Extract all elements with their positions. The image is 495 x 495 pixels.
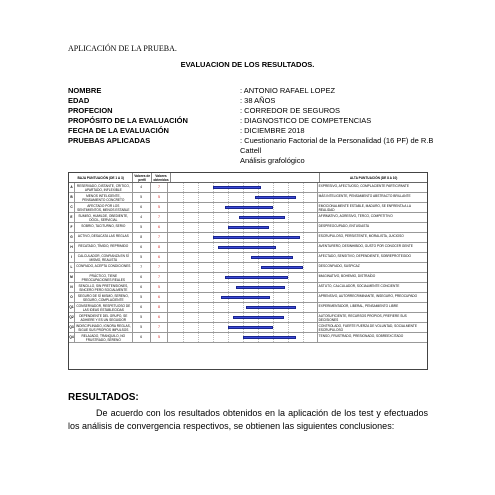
- scale-gridline: [228, 193, 229, 202]
- header-high-score: ALTA PUNTUACIÓN (DE 8 A 10): [349, 175, 398, 180]
- high-score-description: EXPRESIVO, AFECTUOSO, COMPLACIENTE PARTICIPANTE: [318, 184, 409, 188]
- scale-gridline: [198, 193, 199, 202]
- table-row: [69, 333, 427, 343]
- scale-gridline: [288, 293, 289, 302]
- scale-gridline: [303, 213, 304, 222]
- high-score-description: DESCONFIADO, SUSPICAZ: [318, 264, 360, 268]
- scale-gridline: [183, 323, 184, 332]
- header-low-score: BAJA PUNTUACIÓN (DE 1 A 3): [69, 173, 133, 182]
- low-score-description: SENCILLO, SIN PRETENSIONES, SINCERO PERO SOCIALMENTE: [75, 283, 133, 292]
- scale-gridline: [228, 283, 229, 292]
- obtained-value: 7: [151, 183, 169, 192]
- profile-value: 5: [133, 293, 151, 302]
- scale-gridline: [198, 303, 199, 312]
- scale-gridline: [303, 323, 304, 332]
- profile-bar: [228, 226, 269, 229]
- scale-gridline: [303, 283, 304, 292]
- scale-gridline: [213, 263, 214, 272]
- factor-letter: A: [69, 183, 75, 192]
- scale-gridline: [183, 203, 184, 212]
- obtained-value: 7: [151, 263, 169, 272]
- table-row: [69, 183, 427, 193]
- low-score-description: DEPENDIENTE DEL GRUPO, SE ADHIERE Y ES UN SEGUIDOR: [75, 313, 133, 322]
- profile-bar: [221, 296, 271, 299]
- table-row: [69, 263, 427, 273]
- obtained-value: 6: [151, 293, 169, 302]
- scale-gridline: [213, 313, 214, 322]
- info-row-tests-extra: [68, 156, 448, 166]
- obtained-value: 6: [151, 223, 169, 232]
- scale-gridline: [183, 223, 184, 232]
- scale-gridline: [303, 263, 304, 272]
- profile-bar: [233, 316, 284, 319]
- header-scale: [171, 173, 320, 182]
- scale-gridline: [183, 333, 184, 342]
- scale-gridline: [183, 263, 184, 272]
- high-score-description: EXPERIMENTADOR, LIBERAL, PENSAMIENTO LIBRE: [318, 304, 399, 308]
- info-row-date: [68, 126, 448, 136]
- low-score-description: RESERVADO, DISTANTE, CRITICO, APARTADO, INFLEXIBLE: [75, 183, 133, 192]
- high-score-description: EMOCIONALMENTE ESTABLE, MADURO, SE ENFRENTA A LA REALIDAD: [318, 204, 411, 212]
- scale-gridline: [198, 243, 199, 252]
- scale-gridline: [303, 243, 304, 252]
- scale-gridline: [303, 203, 304, 212]
- high-score-description: DESPREOCUPADO, ENTUSIASTA: [318, 224, 370, 228]
- table-row: [69, 303, 427, 313]
- profile-value: 4: [133, 183, 151, 192]
- low-score-description: RECATADO, TÍMIDO, REPRIMIDO: [75, 243, 133, 252]
- scale-gridline: [183, 293, 184, 302]
- section-heading: APLICACIÓN DE LA PRUEBA.: [68, 44, 177, 53]
- factor-letter: L: [69, 263, 75, 272]
- scale-gridline: [303, 273, 304, 282]
- low-score-description: INDISCIPLINADO, IGNORA REGLAS, SIGUE SUS PROPIOS IMPULSOS: [75, 323, 133, 332]
- obtained-value: 5: [151, 283, 169, 292]
- header-profile-values: Valores de perfil: [134, 173, 151, 182]
- scale-cell: [168, 263, 317, 272]
- scale-gridline: [183, 243, 184, 252]
- scale-gridline: [198, 183, 199, 192]
- profile-value: 7: [133, 263, 151, 272]
- low-score-description: CONFIADO, ACEPTA CONDICIONES: [75, 263, 133, 272]
- table-row: [69, 283, 427, 293]
- scale-cell: [168, 243, 317, 252]
- table-row: [69, 293, 427, 303]
- info-value: : 38 AÑOS: [240, 96, 276, 105]
- scale-gridline: [228, 253, 229, 262]
- scale-gridline: [213, 223, 214, 232]
- high-score-description: CONTROLADO, FUERTE FUERZA DE VOLUNTAD, SOCIALMENTE ESCRUPULOSO: [318, 324, 417, 332]
- scale-gridline: [183, 193, 184, 202]
- info-value: : DICIEMBRE 2018: [240, 126, 305, 135]
- high-score-description: ASTUTO, CALCULADOR, SOCIALMENTE CONCIENTE: [318, 284, 400, 288]
- profile-bar: [251, 256, 293, 259]
- profile-bar: [218, 246, 277, 249]
- factor-letter: B: [69, 193, 75, 202]
- scale-gridline: [228, 333, 229, 342]
- scale-gridline: [198, 323, 199, 332]
- obtained-value: 7: [151, 233, 169, 242]
- scale-cell: [168, 323, 317, 332]
- scale-gridline: [198, 233, 199, 242]
- scale-cell: [168, 203, 317, 212]
- info-value: : Cuestionario Factorial de la Personalidad (16 PF) de R.B Cattell: [240, 136, 434, 155]
- scale-gridline: [303, 183, 304, 192]
- scale-gridline: [288, 223, 289, 232]
- high-score-description: AUTOSUFICIENTE, RECURSOS PROPIOS, PREFIERE SUS DECISIONES: [318, 314, 407, 322]
- high-score-description: IMAGINATIVO, BOHEMIO, DISTRAÍDO: [318, 274, 376, 278]
- scale-cell: [168, 193, 317, 202]
- profile-value: 5: [133, 223, 151, 232]
- scale-gridline: [183, 273, 184, 282]
- info-row-name: [68, 86, 448, 96]
- scale-gridline: [213, 333, 214, 342]
- scale-gridline: [303, 223, 304, 232]
- info-key: PRUEBAS APLICADAS: [68, 136, 151, 145]
- high-score-description: ESCRUPULOSO, PERSISTENTE, MORALISTA, JUICIOSO: [318, 234, 404, 238]
- scale-cell: [168, 223, 317, 232]
- scale-gridline: [198, 213, 199, 222]
- scale-gridline: [288, 243, 289, 252]
- factor-letter: O: [69, 293, 75, 302]
- profile-bar: [243, 336, 296, 339]
- page-title: EVALUACION DE LOS RESULTADOS.: [180, 60, 315, 69]
- results-paragraph: De acuerdo con los resultados obtenidos en la aplicación de los test y efectuados los análisis de convergencia respectivos, se obtienen las siguientes conclusiones:: [68, 408, 428, 431]
- obtained-value: 7: [151, 213, 169, 222]
- profile-value: 6: [133, 333, 151, 342]
- info-key: [68, 156, 240, 166]
- scale-gridline: [243, 263, 244, 272]
- profile-value: 5: [133, 193, 151, 202]
- scale-gridline: [198, 283, 199, 292]
- info-key: PROPÓSITO DE LA EVALUACIÓN: [68, 116, 188, 125]
- scale-gridline: [288, 213, 289, 222]
- high-score-description: AFIRMATIVO, AGRESIVO, TERCO, COMPETITIVO: [318, 214, 393, 218]
- high-score-description: TENSO, FRUSTRADO, PRESIONADO, SOBREEXCITADO: [318, 334, 404, 338]
- scale-gridline: [303, 313, 304, 322]
- profile-value: 6: [133, 283, 151, 292]
- profile-value: 8: [133, 233, 151, 242]
- factor-letter: Q2: [69, 313, 75, 322]
- info-value: : DIAGNOSTICO DE COMPETENCIAS: [240, 116, 372, 125]
- high-score-description: MÁS INTELIGENTE, PENSAMIENTO ABSTRACTO BRILLANTE: [318, 194, 411, 198]
- scale-gridline: [243, 253, 244, 262]
- low-score-description: CONSERVADOR, RESPETUOSO DE LAS IDEAS ESTABLECIDAS: [75, 303, 133, 312]
- scale-gridline: [243, 303, 244, 312]
- profile-value: 4: [133, 213, 151, 222]
- factor-letter: Q3: [69, 323, 75, 332]
- profile-bar: [255, 196, 296, 199]
- obtained-value: 5: [151, 193, 169, 202]
- table-row: [69, 193, 427, 203]
- low-score-description: RELAJADO, TRANQUILO, NO FRUSTRADO, SERENO: [75, 333, 133, 342]
- low-score-description: SOBRIO, TACITURNO, SERIO: [75, 223, 133, 232]
- profile-value: 6: [133, 273, 151, 282]
- info-key: PROFECION: [68, 106, 113, 115]
- scale-gridline: [243, 193, 244, 202]
- low-score-description: AFECTADO POR LOS SENTIMIENTOS, MENOS ESTABLE: [75, 203, 133, 212]
- table-row: [69, 223, 427, 233]
- profile-value: 5: [133, 313, 151, 322]
- info-value: Análisis grafológico: [240, 156, 305, 165]
- obtained-value: 7: [151, 323, 169, 332]
- scale-gridline: [213, 243, 214, 252]
- profile-bar: [213, 236, 300, 239]
- factor-letter: H: [69, 243, 75, 252]
- scale-gridline: [303, 193, 304, 202]
- profile-bar: [213, 186, 261, 189]
- scale-gridline: [213, 283, 214, 292]
- profile-bar: [246, 306, 296, 309]
- profile-bar: [228, 326, 273, 329]
- personality-profile-table: [68, 172, 428, 370]
- scale-cell: [168, 293, 317, 302]
- low-score-description: SUMISO, HUMILDE, OBEDIENTE, DÓCIL, SERVICIAL: [75, 213, 133, 222]
- table-row: [69, 273, 427, 283]
- low-score-description: ACTIVO, DESACATA LAS REGLAS: [75, 233, 133, 242]
- scale-gridline: [183, 303, 184, 312]
- info-row-purpose: [68, 116, 448, 126]
- obtained-value: 6: [151, 253, 169, 262]
- info-value: : ANTONIO RAFAEL LOPEZ: [240, 86, 336, 95]
- profile-bar: [261, 266, 303, 269]
- scale-gridline: [303, 333, 304, 342]
- scale-cell: [168, 283, 317, 292]
- scale-cell: [168, 213, 317, 222]
- scale-gridline: [273, 183, 274, 192]
- scale-gridline: [288, 283, 289, 292]
- info-key: FECHA DE LA EVALUACIÓN: [68, 126, 169, 135]
- scale-gridline: [228, 303, 229, 312]
- scale-gridline: [183, 253, 184, 262]
- scale-gridline: [198, 263, 199, 272]
- scale-gridline: [183, 313, 184, 322]
- scale-gridline: [183, 213, 184, 222]
- scale-gridline: [228, 213, 229, 222]
- scale-gridline: [228, 263, 229, 272]
- scale-gridline: [228, 313, 229, 322]
- profile-value: 6: [133, 303, 151, 312]
- factor-letter: C: [69, 203, 75, 212]
- scale-gridline: [213, 323, 214, 332]
- scale-gridline: [273, 293, 274, 302]
- scale-gridline: [198, 223, 199, 232]
- scale-cell: [168, 273, 317, 282]
- factor-letter: N: [69, 283, 75, 292]
- profile-bar: [239, 216, 286, 219]
- evaluation-info: [68, 86, 448, 166]
- scale-gridline: [303, 233, 304, 242]
- scale-gridline: [303, 303, 304, 312]
- scale-cell: [168, 253, 317, 262]
- info-row-profession: [68, 106, 448, 116]
- scale-cell: [168, 183, 317, 192]
- low-score-description: MENOS INTELIGENTE, PENSAMIENTO CONCRETO: [75, 193, 133, 202]
- obtained-value: 5: [151, 203, 169, 212]
- scale-cell: [168, 333, 317, 342]
- table-row: [69, 253, 427, 263]
- profile-value: 5: [133, 253, 151, 262]
- high-score-description: AVENTURERO, DESINHIBIDO, GUSTO POR CONOCER GENTE: [318, 244, 413, 248]
- scale-gridline: [258, 263, 259, 272]
- low-score-description: CALCULADOR, CONFIANZA EN SÍ MISMO, REALISTA: [75, 253, 133, 262]
- factor-letter: Q4: [69, 333, 75, 342]
- scale-gridline: [213, 193, 214, 202]
- results-heading: RESULTADOS:: [68, 392, 139, 403]
- scale-gridline: [198, 273, 199, 282]
- scale-gridline: [273, 203, 274, 212]
- scale-gridline: [303, 253, 304, 262]
- factor-letter: I: [69, 253, 75, 262]
- info-key: EDAD: [68, 96, 90, 105]
- low-score-description: PRÁCTICO, TIENE PREOCUPACIONES REALES: [75, 273, 133, 282]
- table-row: [69, 213, 427, 223]
- obtained-value: 7: [151, 273, 169, 282]
- scale-gridline: [213, 213, 214, 222]
- high-score-description: APRENSIVO, AUTORRECRIMINANTE, INSEGURO, PREOCUPADO: [318, 294, 418, 298]
- scale-gridline: [288, 203, 289, 212]
- profile-value: 5: [133, 323, 151, 332]
- table-row: [69, 323, 427, 333]
- info-key: NOMBRE: [68, 86, 102, 95]
- info-value: : CORREDOR DE SEGUROS: [240, 106, 341, 115]
- scale-gridline: [288, 313, 289, 322]
- factor-letter: Q1: [69, 303, 75, 312]
- table-row: [69, 203, 427, 213]
- scale-cell: [168, 303, 317, 312]
- scale-gridline: [198, 293, 199, 302]
- table-body: [69, 183, 427, 343]
- factor-letter: G: [69, 233, 75, 242]
- scale-gridline: [213, 293, 214, 302]
- profile-bar: [225, 206, 273, 209]
- scale-gridline: [183, 283, 184, 292]
- scale-cell: [168, 313, 317, 322]
- factor-letter: F: [69, 223, 75, 232]
- scale-cell: [168, 233, 317, 242]
- header-obtained-values: Valores obtenidos: [152, 173, 171, 182]
- table-header: [69, 173, 427, 183]
- obtained-value: 8: [151, 303, 169, 312]
- factor-letter: E: [69, 213, 75, 222]
- scale-gridline: [198, 333, 199, 342]
- obtained-value: 6: [151, 313, 169, 322]
- scale-gridline: [273, 223, 274, 232]
- profile-bar: [236, 286, 286, 289]
- obtained-value: 5: [151, 333, 169, 342]
- high-score-description: AFECTADO, SENSITIVO, DEPENDIENTE, SOBREPROTEGIDO: [318, 254, 412, 258]
- info-row-tests: [68, 136, 448, 156]
- scale-gridline: [213, 273, 214, 282]
- table-row: [69, 243, 427, 253]
- scale-gridline: [213, 303, 214, 312]
- scale-gridline: [183, 233, 184, 242]
- scale-gridline: [288, 323, 289, 332]
- table-row: [69, 233, 427, 243]
- scale-gridline: [198, 253, 199, 262]
- table-row: [69, 313, 427, 323]
- scale-gridline: [288, 273, 289, 282]
- scale-gridline: [213, 253, 214, 262]
- scale-gridline: [303, 293, 304, 302]
- profile-value: 6: [133, 203, 151, 212]
- scale-gridline: [198, 203, 199, 212]
- obtained-value: 8: [151, 243, 169, 252]
- profile-value: 6: [133, 243, 151, 252]
- scale-gridline: [198, 313, 199, 322]
- scale-gridline: [288, 183, 289, 192]
- scale-gridline: [183, 183, 184, 192]
- low-score-description: SEGURO DE SÍ MISMO, SERENO, SEGURO, COMPLACIENTE: [75, 293, 133, 302]
- factor-letter: M: [69, 273, 75, 282]
- scale-gridline: [273, 323, 274, 332]
- scale-gridline: [213, 203, 214, 212]
- info-row-age: [68, 96, 448, 106]
- profile-bar: [225, 276, 288, 279]
